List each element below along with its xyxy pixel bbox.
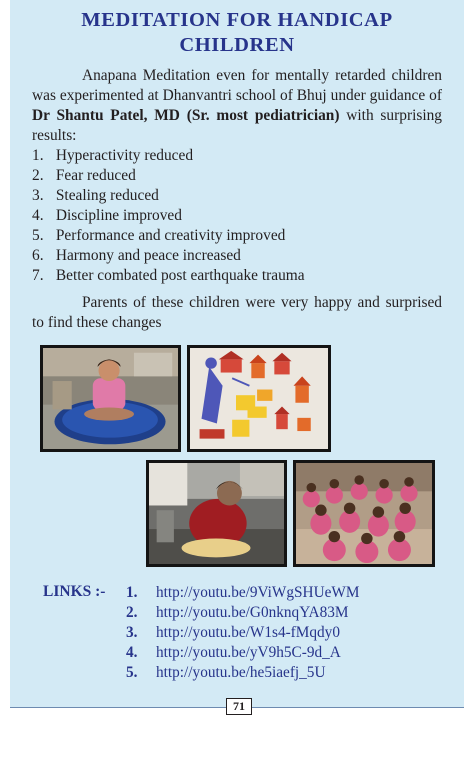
list-text: Performance and creativity improved bbox=[55, 227, 286, 244]
intro-paragraph bbox=[32, 66, 442, 146]
photo-children-group bbox=[293, 460, 435, 567]
list-item bbox=[32, 226, 305, 246]
list-number: 1. bbox=[32, 147, 44, 164]
list-number: 6. bbox=[32, 247, 44, 264]
results-list bbox=[32, 146, 305, 286]
page-title bbox=[10, 8, 464, 58]
link-number: 3. bbox=[126, 624, 138, 641]
link-number: 2. bbox=[126, 604, 138, 621]
photo-child-red-sweater bbox=[146, 460, 287, 567]
list-text: Fear reduced bbox=[55, 167, 136, 184]
link-number: 5. bbox=[126, 664, 138, 681]
link-number: 1. bbox=[126, 584, 138, 601]
conclusion-text: Parents of these children were very happy and surprised to find these changes bbox=[32, 294, 442, 331]
video-link[interactable]: http://youtu.be/yV9h5C-9d_A bbox=[156, 644, 341, 661]
link-item bbox=[126, 643, 359, 663]
page-number: 71 bbox=[226, 698, 252, 715]
link-number: 4. bbox=[126, 644, 138, 661]
link-item bbox=[126, 603, 359, 623]
conclusion-paragraph bbox=[32, 293, 442, 333]
list-item bbox=[32, 186, 305, 206]
list-item bbox=[32, 246, 305, 266]
list-item bbox=[32, 166, 305, 186]
list-number: 4. bbox=[32, 207, 44, 224]
intro-text-end: with surprising results: bbox=[32, 107, 442, 144]
title-line-1: MEDITATION FOR HANDICAP bbox=[81, 9, 393, 31]
links-label: LINKS :- bbox=[43, 583, 106, 600]
list-item bbox=[32, 206, 305, 226]
list-number: 3. bbox=[32, 187, 44, 204]
doctor-name: Dr Shantu Patel, MD (Sr. most pediatrician) bbox=[32, 107, 340, 124]
links-list bbox=[126, 583, 359, 683]
video-link[interactable]: http://youtu.be/W1s4-fMqdy0 bbox=[156, 624, 340, 641]
list-number: 5. bbox=[32, 227, 44, 244]
list-number: 7. bbox=[32, 267, 44, 284]
link-item bbox=[126, 663, 359, 683]
list-text: Better combated post earthquake trauma bbox=[55, 267, 305, 284]
list-item bbox=[32, 146, 305, 166]
list-text: Harmony and peace increased bbox=[55, 247, 241, 264]
photo-child-meditating bbox=[40, 345, 181, 452]
intro-text: Anapana Meditation even for mentally retarded children was experimented at Dhanvantri school of Bhuj under guidance of bbox=[32, 67, 442, 104]
video-link[interactable]: http://youtu.be/G0nknqYA83M bbox=[156, 604, 349, 621]
link-item bbox=[126, 583, 359, 603]
video-link[interactable]: http://youtu.be/he5iaefj_5U bbox=[156, 664, 326, 681]
list-number: 2. bbox=[32, 167, 44, 184]
list-text: Discipline improved bbox=[55, 207, 182, 224]
list-item bbox=[32, 266, 305, 286]
list-text: Hyperactivity reduced bbox=[55, 147, 194, 164]
link-item bbox=[126, 623, 359, 643]
photo-childrens-drawing bbox=[187, 345, 331, 452]
title-line-2: CHILDREN bbox=[179, 34, 295, 56]
list-text: Stealing reduced bbox=[55, 187, 159, 204]
video-link[interactable]: http://youtu.be/9ViWgSHUeWM bbox=[156, 584, 360, 601]
